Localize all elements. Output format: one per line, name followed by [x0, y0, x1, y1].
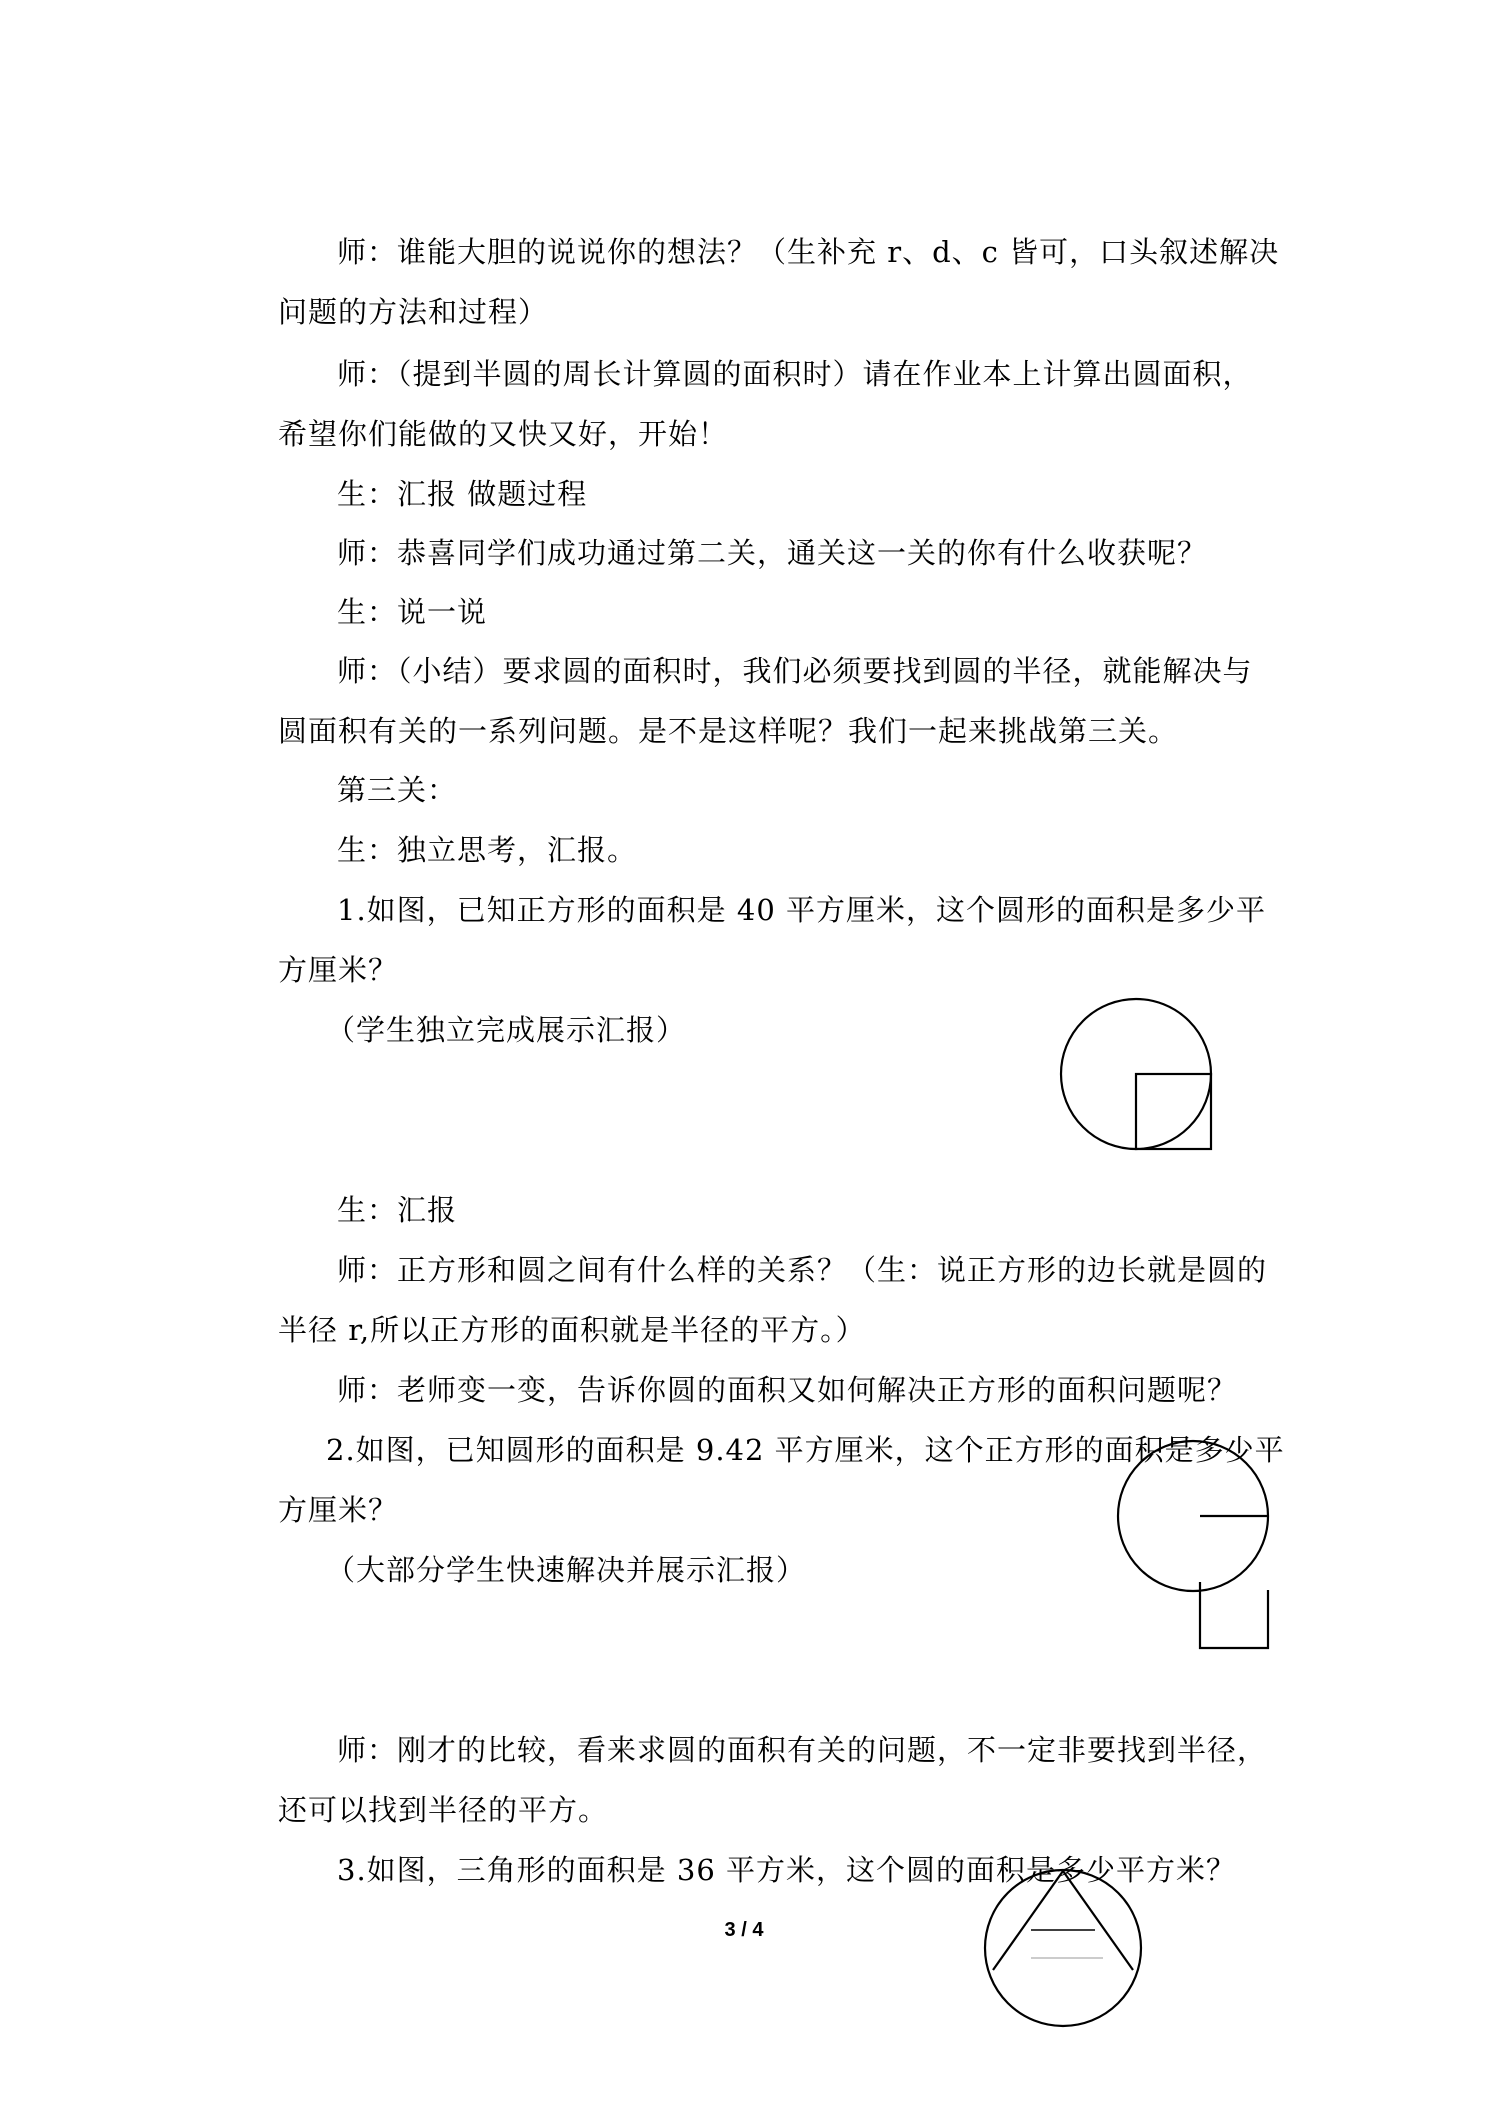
question-line: 1.如图，已知正方形的面积是 40 平方厘米，这个圆形的面积是多少平	[337, 893, 1267, 927]
paragraph-line: 生：独立思考，汇报。	[337, 833, 638, 867]
paragraph-line: 师：谁能大胆的说说你的想法？（生补充 r、d、c 皆可，口头叙述解决	[337, 235, 1280, 269]
paragraph-line: 师：（小结）要求圆的面积时，我们必须要找到圆的半径，就能解决与	[337, 654, 1253, 688]
paragraph-line: 师：老师变一变，告诉你圆的面积又如何解决正方形的面积问题呢？	[337, 1373, 1238, 1407]
figure-circle-triangle	[983, 1868, 1143, 2028]
question-line: 3.如图，三角形的面积是 36 平方米，这个圆的面积是多少平方米？	[337, 1853, 1237, 1887]
paragraph-line: 问题的方法和过程）	[278, 295, 549, 329]
paragraph-line: 生：汇报 做题过程	[337, 477, 588, 511]
question-line: 方厘米？	[278, 1493, 399, 1527]
paragraph-line: 师：（提到半圆的周长计算圆的面积时）请在作业本上计算出圆面积，	[337, 357, 1253, 391]
question-note: （学生独立完成展示汇报）	[326, 1013, 687, 1047]
paragraph-line: 圆面积有关的一系列问题。是不是这样呢？我们一起来挑战第三关。	[278, 714, 1179, 748]
figure-circle-radius-square	[1118, 1430, 1278, 1670]
page-number: 3 / 4	[724, 1919, 764, 1941]
paragraph-line: 师：刚才的比较，看来求圆的面积有关的问题，不一定非要找到半径，	[337, 1733, 1268, 1767]
question-note: （大部分学生快速解决并展示汇报）	[326, 1553, 807, 1587]
paragraph-line: 生：说一说	[337, 595, 488, 629]
square-shape	[1200, 1582, 1268, 1648]
question-line: 2.如图，已知圆形的面积是 9.42 平方厘米，这个正方形的面积是多少平	[326, 1433, 1285, 1467]
paragraph-line: 希望你们能做的又快又好，开始！	[278, 417, 729, 451]
paragraph-line: 师：正方形和圆之间有什么样的关系？（生：说正方形的边长就是圆的	[337, 1253, 1268, 1287]
paragraph-line: 师：恭喜同学们成功通过第二关，通关这一关的你有什么收获呢？	[337, 536, 1208, 570]
paragraph-line: 还可以找到半径的平方。	[278, 1793, 609, 1827]
paragraph-line: 半径 r,所以正方形的面积就是半径的平方。）	[278, 1313, 866, 1347]
paragraph-line: 第三关：	[337, 773, 458, 807]
question-line: 方厘米？	[278, 953, 399, 987]
figure-circle-square	[1060, 990, 1230, 1160]
paragraph-line: 生：汇报	[337, 1193, 458, 1227]
